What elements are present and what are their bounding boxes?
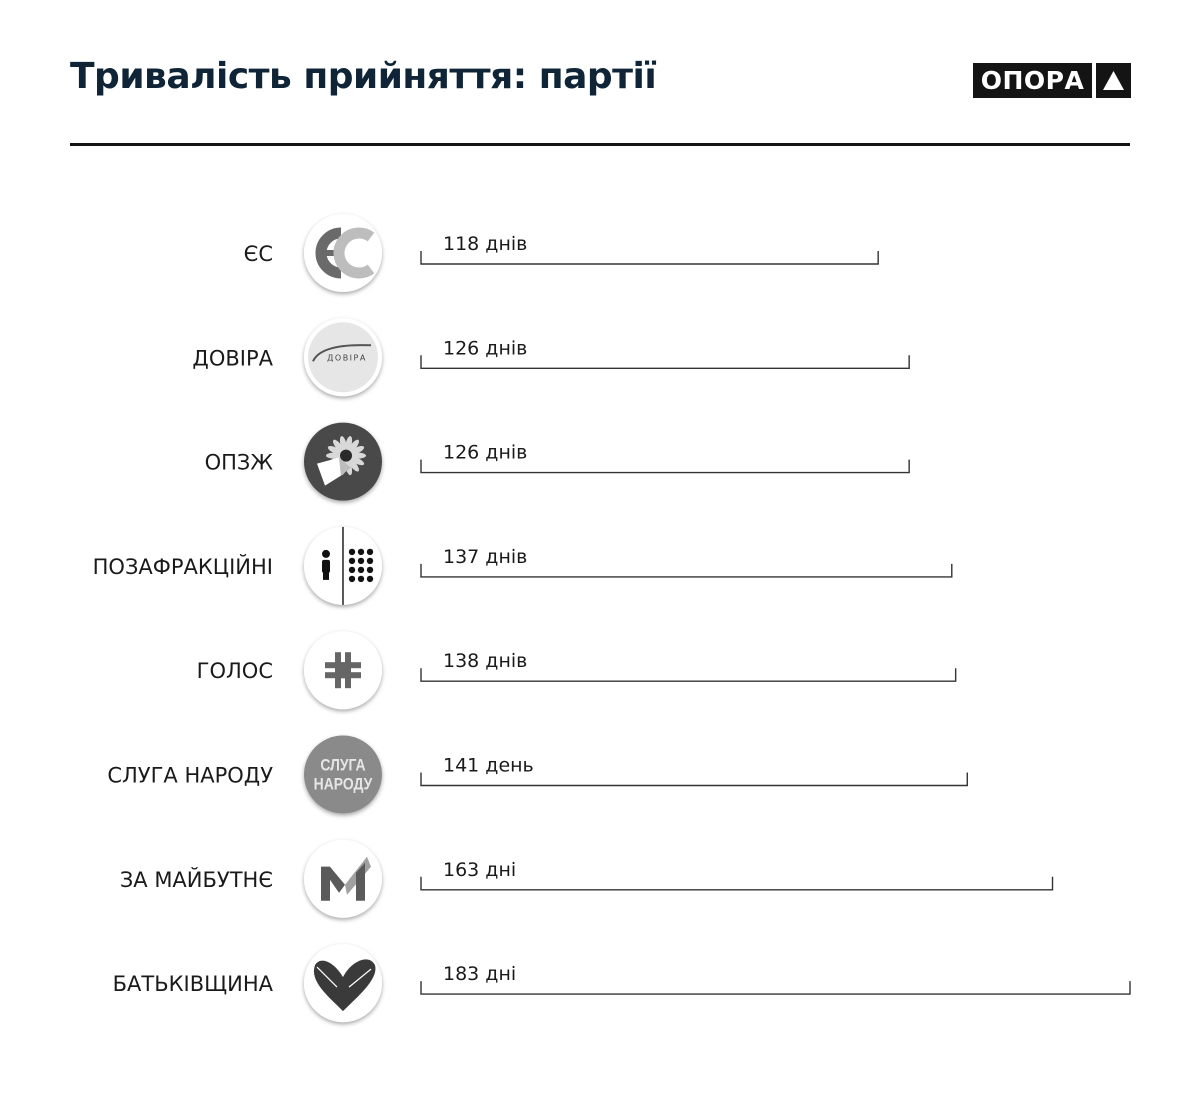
- person-head: [322, 550, 330, 558]
- za-maibutnie-logo-icon: [304, 840, 382, 918]
- category-label: БАТЬКІВЩИНА: [112, 972, 273, 997]
- dovira-logo-text: ДОВІРА: [327, 353, 367, 363]
- category-label: ПОЗАФРАКЦІЙНІ: [92, 554, 273, 579]
- value-label: 118 днів: [443, 233, 528, 255]
- value-label: 126 днів: [443, 337, 528, 360]
- bar-row: [192, 318, 909, 396]
- sluha-logo-word: НАРОДУ: [313, 775, 373, 794]
- value-label: 138 днів: [443, 650, 528, 673]
- value-label: 126 днів: [443, 441, 528, 464]
- category-label: ОПЗЖ: [204, 450, 273, 475]
- bar-row: [93, 527, 952, 605]
- person-body: [322, 560, 330, 573]
- non-faction-icon: [304, 527, 382, 605]
- dot-grid-dot: [367, 549, 373, 555]
- batkivshchyna-heart-icon: [304, 944, 382, 1022]
- value-label: 163 дні: [443, 858, 517, 881]
- dot-grid-dot: [349, 549, 355, 555]
- bar-row: [244, 214, 878, 292]
- holos-logo-icon: [304, 631, 382, 709]
- flower-center: [340, 450, 352, 462]
- bar-row: [120, 840, 1053, 918]
- dot-grid-dot: [367, 558, 373, 564]
- value-label: 183 дні: [443, 963, 517, 986]
- bar-row: [107, 736, 967, 814]
- bar-row: [197, 631, 956, 709]
- person-legs: [323, 572, 329, 580]
- dot-grid-dot: [358, 549, 364, 555]
- dot-grid-dot: [367, 567, 373, 573]
- sluha-logo-word: СЛУГА: [320, 756, 366, 775]
- page-title: Тривалість прийняття: партії: [70, 56, 657, 97]
- bar-row: [113, 944, 1130, 1022]
- bar-row: [205, 423, 910, 501]
- opzzh-logo-icon: [304, 423, 382, 501]
- sluha-narodu-logo-icon: [304, 736, 382, 814]
- es-logo-icon: [304, 214, 382, 292]
- category-label: ГОЛОС: [196, 659, 273, 684]
- holos-core: [335, 662, 351, 678]
- dovira-logo-icon: [304, 318, 382, 396]
- bar: [421, 981, 1130, 994]
- dot-grid-dot: [358, 558, 364, 564]
- opora-logo-text: ОПОРА: [973, 63, 1092, 98]
- dot-grid-dot: [367, 576, 373, 582]
- dot-grid-dot: [349, 567, 355, 573]
- category-label: ЗА МАЙБУТНЄ: [119, 867, 273, 892]
- value-label: 141 день: [443, 754, 534, 777]
- icon-circle: [304, 840, 382, 918]
- category-label: СЛУГА НАРОДУ: [107, 763, 273, 788]
- dot-grid-dot: [349, 576, 355, 582]
- category-label: ДОВІРА: [192, 346, 273, 371]
- dot-grid-dot: [358, 576, 364, 582]
- category-label: ЄС: [243, 242, 273, 266]
- value-label: 137 днів: [443, 545, 528, 568]
- dot-grid-dot: [349, 558, 355, 564]
- dot-grid-dot: [358, 567, 364, 573]
